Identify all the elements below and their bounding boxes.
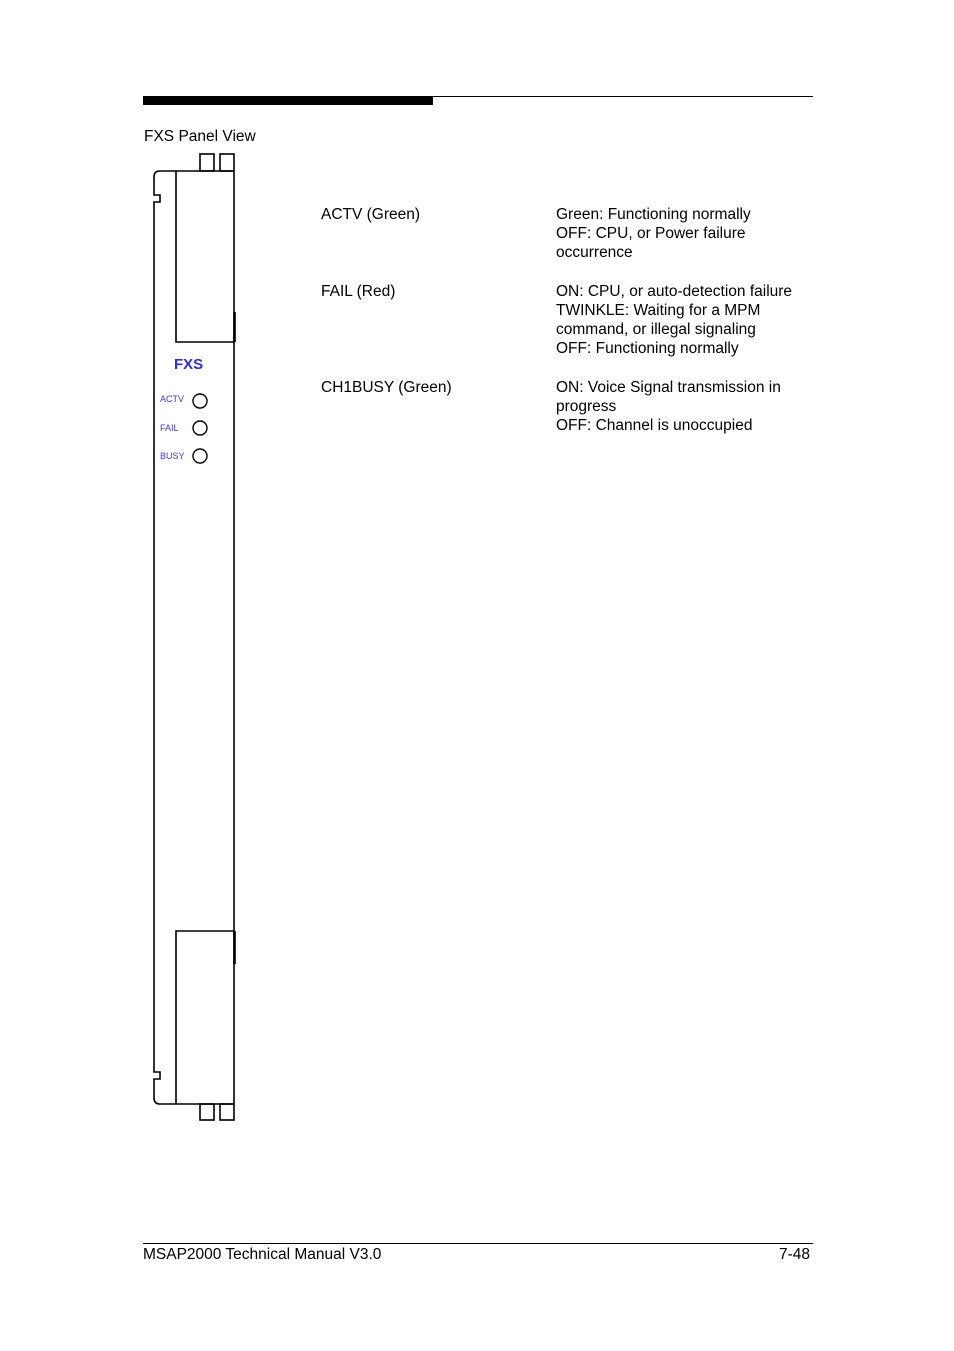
faceplate-outline bbox=[154, 171, 234, 1104]
led-busy bbox=[193, 449, 207, 463]
desc-line: Green: Functioning normally bbox=[556, 206, 751, 223]
desc-line: OFF: CPU, or Power failure bbox=[556, 225, 746, 242]
desc-line: command, or illegal signaling bbox=[556, 321, 756, 338]
led-fail bbox=[193, 421, 207, 435]
desc-line: occurrence bbox=[556, 244, 633, 261]
bottom-connector-left bbox=[200, 1104, 214, 1120]
desc-fail bbox=[556, 282, 816, 358]
bottom-ejector bbox=[176, 931, 234, 1104]
top-connector-left bbox=[200, 154, 214, 171]
signal-actv: ACTV (Green) bbox=[321, 206, 421, 223]
desc-line: progress bbox=[556, 398, 617, 415]
top-connector-right bbox=[220, 154, 234, 171]
panel-label: FXS bbox=[174, 356, 204, 373]
desc-line: TWINKLE: Waiting for a MPM bbox=[556, 302, 761, 319]
signal-ch1busy: CH1BUSY (Green) bbox=[321, 379, 452, 396]
header-rule-thick bbox=[143, 96, 433, 105]
led-label-busy: BUSY bbox=[160, 451, 185, 461]
footer-rule bbox=[143, 1243, 813, 1244]
desc-actv bbox=[556, 205, 816, 262]
fxs-panel-drawing bbox=[150, 152, 245, 1127]
top-ejector bbox=[176, 171, 234, 342]
desc-line: ON: Voice Signal transmission in bbox=[556, 379, 781, 396]
led-label-actv: ACTV bbox=[160, 394, 185, 404]
footer-manual-title: MSAP2000 Technical Manual V3.0 bbox=[143, 1246, 382, 1263]
header-rule-thin bbox=[433, 96, 813, 97]
desc-ch1busy bbox=[556, 378, 816, 435]
desc-line: OFF: Channel is unoccupied bbox=[556, 417, 753, 434]
led-label-fail: FAIL bbox=[160, 423, 179, 433]
desc-line: ON: CPU, or auto-detection failure bbox=[556, 283, 793, 300]
desc-line: OFF: Functioning normally bbox=[556, 340, 739, 357]
bottom-connector-right bbox=[220, 1104, 234, 1120]
signal-fail: FAIL (Red) bbox=[321, 283, 396, 300]
led-actv bbox=[193, 394, 207, 408]
footer-page-number: 7-48 bbox=[778, 1246, 810, 1263]
figure-caption: FXS Panel View bbox=[144, 128, 256, 145]
